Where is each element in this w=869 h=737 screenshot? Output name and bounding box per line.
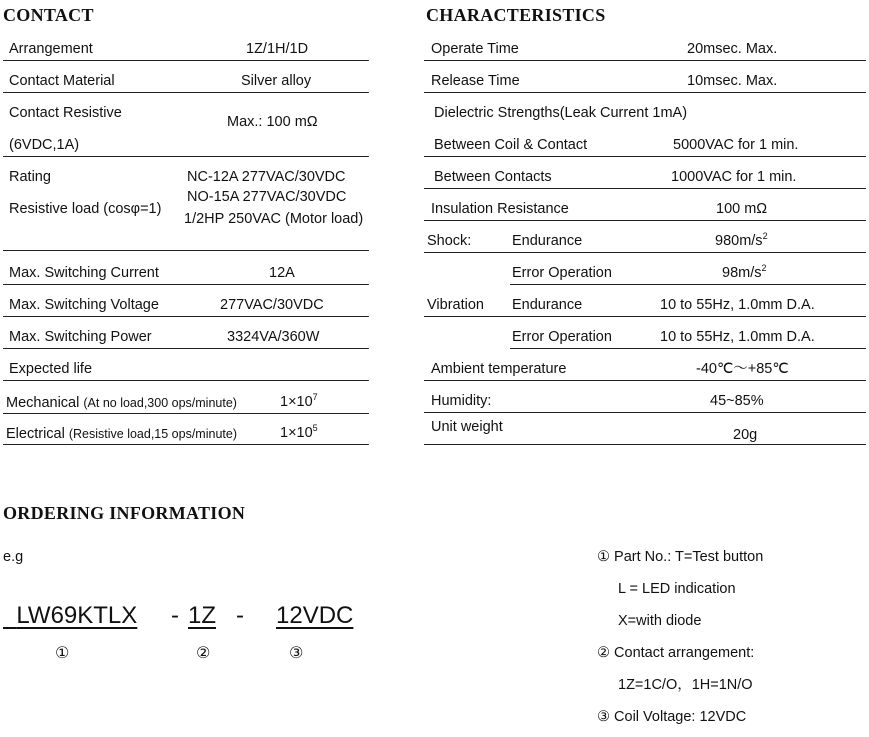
shock-label: Shock: — [427, 233, 472, 249]
rating-label: Rating — [9, 169, 51, 185]
switching-voltage-label: Max. Switching Voltage — [9, 297, 159, 313]
divider — [3, 156, 369, 157]
shock-endurance-label: Endurance — [512, 233, 583, 249]
material-label: Contact Material — [9, 73, 115, 89]
ambient-label: Ambient temperature — [431, 361, 567, 377]
insulation-label: Insulation Resistance — [431, 201, 569, 217]
weight-value: 20g — [733, 427, 758, 443]
divider — [510, 348, 866, 349]
switching-current-value: 12A — [269, 265, 295, 281]
divider — [424, 92, 866, 93]
divider — [3, 380, 369, 381]
note-part-no: ① Part No.: T=Test button — [597, 549, 764, 565]
divider — [424, 412, 866, 413]
switching-power-value: 3324VA/360W — [227, 329, 320, 345]
part-dash-2: - — [236, 602, 244, 629]
divider — [424, 188, 866, 189]
note-arrangement-detail: 1Z=1C/O，1H=1N/O — [618, 677, 753, 693]
rating-nc: NC-12A 277VAC/30VDC — [187, 169, 346, 185]
mechanical-life: Mechanical (At no load,300 ops/minute) — [6, 395, 237, 411]
switching-current-label: Max. Switching Current — [9, 265, 159, 281]
note-coil-voltage: ③ Coil Voltage: 12VDC — [597, 709, 747, 725]
part-code: LW69KTLX — [16, 602, 138, 629]
release-time-value: 10msec. Max. — [687, 73, 778, 89]
operate-time-label: Operate Time — [431, 41, 519, 57]
dielectric-label: Dielectric Strengths(Leak Current 1mA) — [434, 105, 688, 121]
divider — [424, 252, 866, 253]
marker-2: ② — [196, 643, 211, 662]
contacts-value: 1000VAC for 1 min. — [671, 169, 797, 185]
example-label: e.g — [3, 549, 24, 565]
divider — [3, 60, 369, 61]
switching-voltage-value: 277VAC/30VDC — [220, 297, 324, 313]
voltage-code: 12VDC — [276, 602, 354, 629]
electrical-life-value: $1\times 10^5$ — [280, 423, 318, 441]
vibration-endurance-value: 10 to 55Hz, 1.0mm D.A. — [660, 297, 815, 313]
divider — [3, 92, 369, 93]
note-led: L = LED indication — [618, 581, 736, 597]
arrangement-code: 1Z — [188, 602, 217, 629]
marker-1: ① — [55, 643, 70, 662]
shock-error-value: $98m/s^2$ — [722, 263, 767, 281]
operate-time-value: 20msec. Max. — [687, 41, 778, 57]
ordering-heading: ORDERING INFORMATION — [3, 503, 246, 523]
arrangement-label: Arrangement — [9, 41, 93, 57]
divider — [424, 380, 866, 381]
divider — [3, 250, 369, 251]
insulation-value: 100 mΩ — [716, 201, 768, 217]
divider — [424, 444, 866, 445]
mechanical-life-value: $1\times 10^7$ — [280, 392, 318, 410]
part-dash-1: - — [171, 602, 179, 629]
electrical-life: Electrical (Resistive load,15 ops/minute) — [6, 426, 237, 442]
resistive-condition: (6VDC,1A) — [9, 137, 80, 153]
rating-motor: 1/2HP 250VAC (Motor load) — [184, 211, 364, 227]
humidity-value: 45~85% — [710, 393, 764, 409]
resistive-load-label: Resistive load (cosφ=1) — [9, 201, 162, 217]
vibration-label: Vibration — [427, 297, 484, 313]
divider — [424, 60, 866, 61]
weight-label: Unit weight — [431, 419, 503, 435]
ambient-value: -40℃～+85℃ — [696, 361, 789, 377]
shock-error-label: Error Operation — [512, 265, 612, 281]
divider — [424, 156, 866, 157]
material-value: Silver alloy — [241, 73, 312, 89]
divider — [3, 348, 369, 349]
rating-no: NO-15A 277VAC/30VDC — [187, 189, 347, 205]
coil-contact-label: Between Coil & Contact — [434, 137, 588, 153]
contact-heading: CONTACT — [3, 5, 94, 25]
coil-contact-value: 5000VAC for 1 min. — [673, 137, 799, 153]
divider — [3, 444, 369, 445]
divider — [424, 316, 866, 317]
vibration-endurance-label: Endurance — [512, 297, 583, 313]
note-diode: X=with diode — [618, 613, 702, 629]
switching-power-label: Max. Switching Power — [9, 329, 152, 345]
shock-endurance-value: $980m/s^2$ — [715, 231, 768, 249]
divider — [3, 284, 369, 285]
divider — [510, 284, 866, 285]
contacts-label: Between Contacts — [434, 169, 552, 185]
divider — [3, 316, 369, 317]
life-label: Expected life — [9, 361, 93, 377]
release-time-label: Release Time — [431, 73, 520, 89]
divider — [3, 413, 369, 414]
resistive-label: Contact Resistive — [9, 105, 122, 121]
resistive-value: Max.: 100 mΩ — [227, 114, 318, 130]
note-arrangement: ② Contact arrangement: — [597, 645, 755, 661]
humidity-label: Humidity: — [431, 393, 492, 409]
arrangement-value: 1Z/1H/1D — [246, 41, 309, 57]
divider — [424, 220, 866, 221]
characteristics-heading: CHARACTERISTICS — [426, 5, 606, 25]
vibration-error-label: Error Operation — [512, 329, 612, 345]
vibration-error-value: 10 to 55Hz, 1.0mm D.A. — [660, 329, 815, 345]
marker-3: ③ — [289, 643, 304, 662]
